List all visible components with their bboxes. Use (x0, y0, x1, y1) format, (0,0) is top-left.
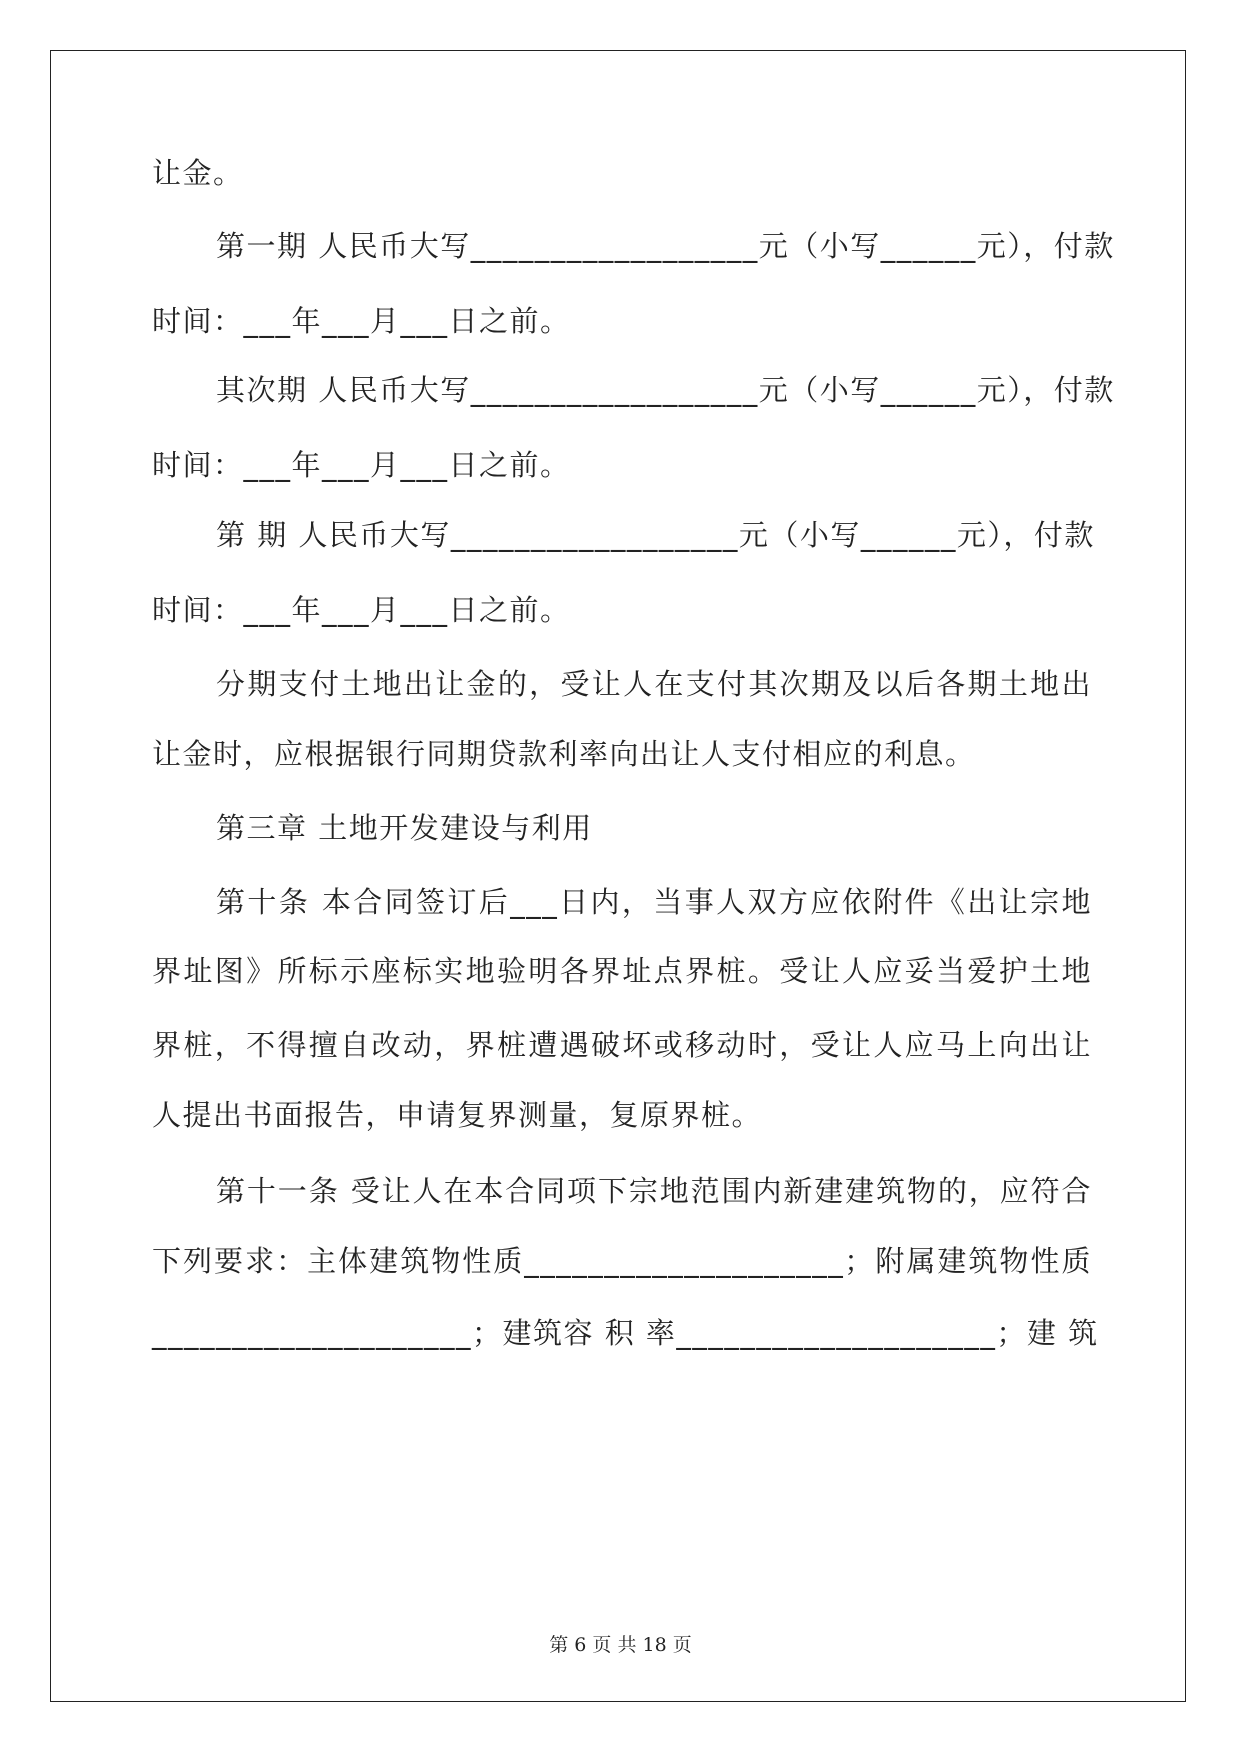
text-line: 其次期 人民币大写__________________元（小写______元），付款 (216, 373, 1115, 407)
text-line: 时间：___年___月___日之前。 (152, 448, 571, 482)
text-line: 界址图》所标示座标实地验明各界址点界桩。受让人应妥当爱护土地 (152, 954, 1092, 988)
page-number-footer: 第 6 页 共 18 页 (549, 1634, 692, 1656)
text-line: 第十条 本合同签订后___日内，当事人双方应依附件《出让宗地 (216, 885, 1092, 919)
text-line: 下列要求：主体建筑物性质____________________；附属建筑物性质 (152, 1244, 1092, 1278)
text-line: 让金。 (152, 156, 244, 190)
text-line: ____________________；建筑容 积 率____________________；建 筑 (152, 1316, 1099, 1350)
text-line: 第一期 人民币大写__________________元（小写______元），付款 (216, 229, 1115, 263)
text-line: 第十一条 受让人在本合同项下宗地范围内新建建筑物的，应符合 (216, 1174, 1092, 1208)
text-line: 时间：___年___月___日之前。 (152, 304, 571, 338)
text-line: 人提出书面报告，申请复界测量，复原界桩。 (152, 1098, 763, 1132)
text-line: 第 期 人民币大写__________________元（小写______元），付款 (216, 518, 1095, 552)
text-line: 界桩，不得擅自改动，界桩遭遇破坏或移动时，受让人应马上向出让 (152, 1028, 1092, 1062)
section-heading: 第三章 土地开发建设与利用 (216, 811, 593, 845)
text-line: 让金时，应根据银行同期贷款利率向出让人支付相应的利息。 (152, 737, 976, 771)
text-line: 时间：___年___月___日之前。 (152, 593, 571, 627)
text-line: 分期支付土地出让金的，受让人在支付其次期及以后各期土地出 (216, 667, 1092, 701)
page-border (50, 50, 1186, 1702)
